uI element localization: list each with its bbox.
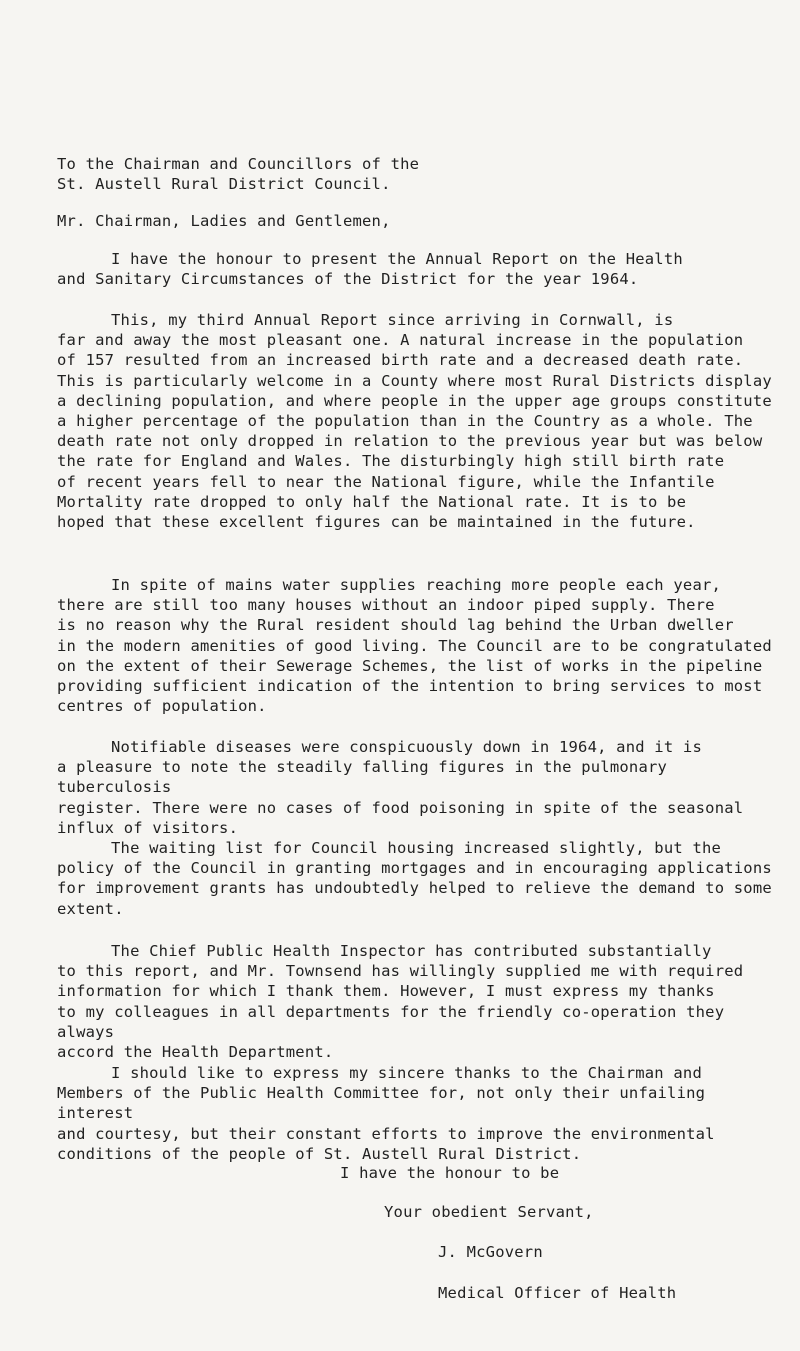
paragraph-thanks-committee: I should like to express my sincere thanks to the Chairman and Members of the Public Health Committee for, not only their unfailing interest and courtesy, but their constant efforts to improve the environmental conditions of the people of St. Austell Rural District. <box>57 1064 715 1163</box>
paragraph-thanks-inspector: The Chief Public Health Inspector has contributed substantially to this report, and Mr. Townsend has willingly supplied me with required information for which I thank them. However, I must express my thanks to my colleagues in all departments for the friendly co-operation they always accord the Health Department. <box>57 942 744 1062</box>
paragraph-intro: I have the honour to present the Annual Report on the Health and Sanitary Circumstances of the District for the year 1964. <box>57 250 683 289</box>
signature-title: Medical Officer of Health <box>438 1284 677 1302</box>
paragraph-water-sewerage: In spite of mains water supplies reaching more people each year, there are still too many houses without an indoor piped supply. There is no reason why the Rural resident should lag behind the Urban dweller in the modern amenities of good living. The Council are to be congratulated on the extent of their Sewerage Schemes, the list of works in the pipeline providing sufficient indication of the intention to bring services to most centres of population. <box>57 576 772 716</box>
salutation: Mr. Chairman, Ladies and Gentlemen, <box>57 212 391 230</box>
closing-line-2: Your obedient Servant, <box>384 1203 594 1221</box>
paragraph-population: This, my third Annual Report since arriving in Cornwall, is far and away the most pleasant one. A natural increase in the population of 157 resulted from an increased birth rate and a decreased death rate. This is particularly welcome in a County where most Rural Districts display a declining population, and where people in the upper age groups constitute a higher percentage of the population than in the Country as a whole. The death rate not only dropped in relation to the previous year but was below the rate for England and Wales. The disturbingly high still birth rate of recent years fell to near the National figure, while the Infantile Mortality rate dropped to only half the National rate. It is to be hoped that these excellent figures can be maintained in the future. <box>57 311 772 532</box>
closing-line-1: I have the honour to be <box>340 1164 560 1182</box>
paragraph-diseases: Notifiable diseases were conspicuously down in 1964, and it is a pleasure to note the steadily falling figures in the pulmonary tuberculosis register. There were no cases of food poisoning in spite of the seasonal influx of visitors. <box>57 738 744 837</box>
address-line-1: To the Chairman and Councillors of the <box>57 155 420 173</box>
signature-name: J. McGovern <box>438 1243 543 1261</box>
paragraph-housing: The waiting list for Council housing increased slightly, but the policy of the Council in granting mortgages and in encouraging applications for improvement grants has undoubtedly helped to relieve the demand to some extent. <box>57 839 772 918</box>
address-line-2: St. Austell Rural District Council. <box>57 175 391 193</box>
